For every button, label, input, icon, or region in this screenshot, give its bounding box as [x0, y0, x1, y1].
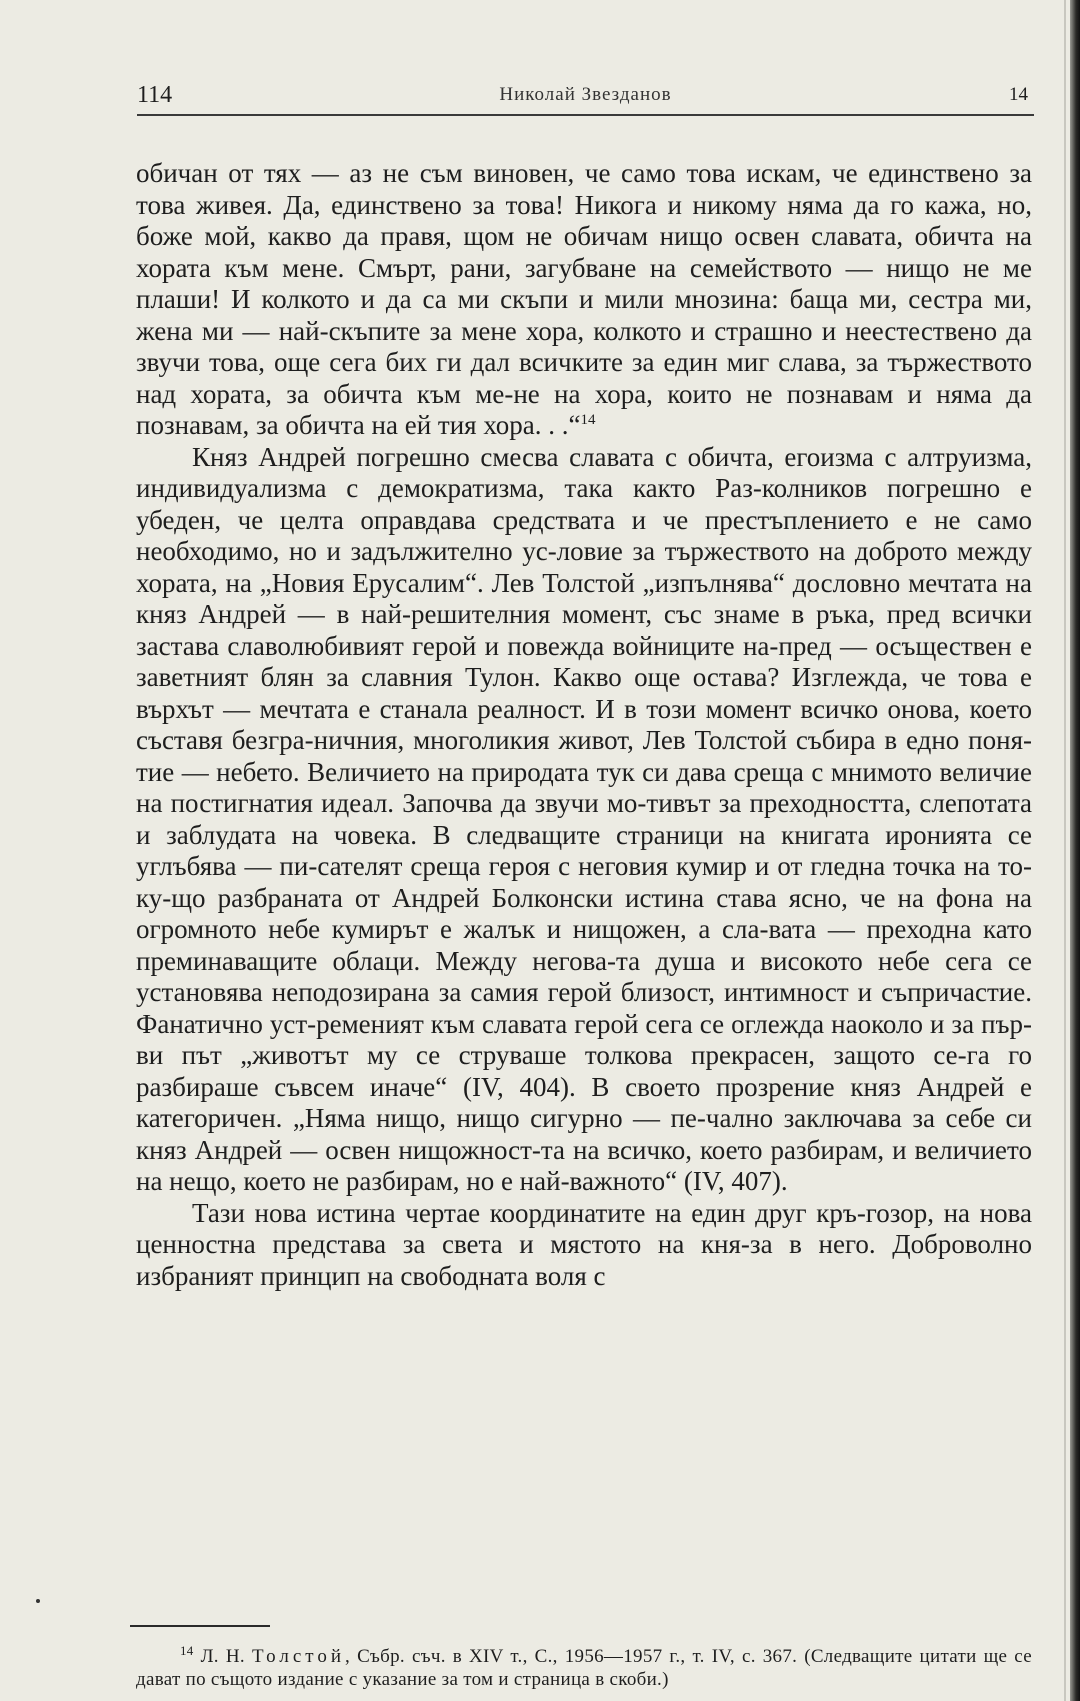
paragraph-2: Княз Андрей погрешно смесва славата с обичта, егоизма с алтруизма, индивидуализма с демократизма, така както Раз-колников погрешно е убеден, че целта оправдава средствата и че престъплението е не само необходимо, но и задължително ус-ловие за тържеството на доброто между хората, на „Новия Ерусалим“. Лев Толстой „изпълнява“ дословно мечтата на княз Андрей — в най-решителния момент, със знаме в ръка, пред всички застава славолюбивият герой и повежда войниците на-пред — осъществен е заветният блян за славния Тулон. Какво още остава? Изглежда, че това е върхът — мечтата е станала реалност. И в този момент всичко онова, което съставя безгра-ничния, многоликия живот, Лев Толстой събира в едно поня-тие — небето. Величието на природата тук си дава среща с мнимото величие на постигнатия идеал. Започва да звучи мо-тивът за преходността, слепотата и заблудата на човека. В следващите страници на книгата иронията се углъбява — пи-сателят среща героя с неговия кумир и от гледна точка на то-ку-що разбраната от Андрей Болконски истина става ясно, че на фона на огромното небе кумирът е жалък и нищожен, а сла-вата — преходна като преминаващите облаци. Между негова-та душа и високото небе сега се установява неподозирана за самия герой близост, интимност и съпричастие. Фанатично уст-ременият към славата герой сега се оглежда наоколо и за пър-ви път „животът му се струваше толкова прекрасен, защото се-га го разбираше съвсем иначе“ (IV, 404). В своето прозрение княз Андрей е категоричен. „Няма нищо, нищо сигурно — пе-чално заключава за себе си княз Андрей — освен нищожност-та на всичко, което разбирам, и величието на нещо, което не разбирам, но е най-важното“ (IV, 407).	[136, 441, 1032, 1196]
running-title: Николай Звезданов	[499, 84, 672, 105]
running-head	[137, 78, 1034, 116]
body-text	[136, 158, 1032, 1292]
page-edge-line	[1064, 0, 1066, 1701]
footnote	[136, 1645, 1032, 1691]
paragraph-1	[136, 158, 1032, 442]
footnote-author-surname: Толстой	[251, 1646, 346, 1667]
paragraph-3: Тази нова истина чертае координатите на един друг кръ-гозор, на нова ценностна представа за света и мястото на кня-за в него. Доброволно избраният принцип на свободната воля с	[136, 1197, 1032, 1291]
footnote-author-initials: Л. Н.	[200, 1646, 245, 1667]
footnote-reference: 14	[580, 412, 596, 428]
chapter-number: 14	[1009, 84, 1028, 105]
footnote-text: , Събр. съч. в XIV т., С., 1956—1957 г., т. IV, с. 367. (Следващите цитати ще се дават по същото издание с указание за том и страница в скоби.)	[136, 1646, 1032, 1690]
footnote-rule	[130, 1625, 270, 1627]
paragraph-1-text: обичан от тях — аз не съм виновен, че само това искам, че единствено за това живея. Да, единствено за това! Никога и никому няма да го кажа, но, боже мой, какво да правя, щом не обичам нищо освен славата, обичта на хората към мене. Смърт, рани, загубване на семейството — нищо не ме плаши! И колкото и да са ми скъпи и мили мнозина: баща ми, сестра ми, жена ми — най-скъпите за мене хора, колкото и страшно и неестествено да звучи това, още сега бих ги дал всичките за един миг слава, за тържеството над хората, за обичта към ме-не на хора, които не познавам и няма да познавам, за обичта на ей тия хора. . .“	[136, 158, 1032, 440]
page-number: 114	[137, 82, 173, 108]
footnote-text-block	[136, 1645, 1032, 1691]
page-edge-shadow	[1070, 0, 1080, 1701]
footnote-mark: 14	[180, 1643, 194, 1658]
margin-speck	[36, 1599, 40, 1603]
